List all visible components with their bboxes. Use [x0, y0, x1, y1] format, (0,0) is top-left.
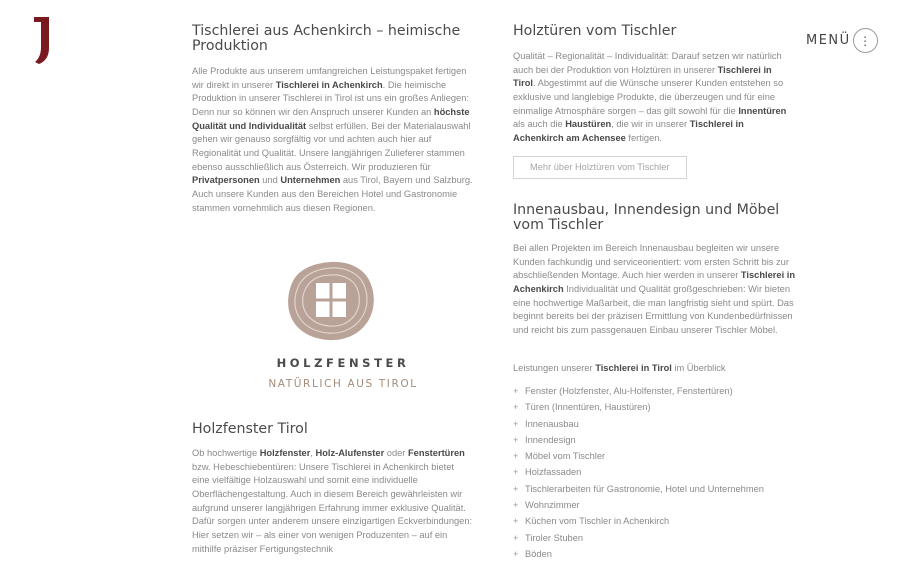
text-segment: ,: [310, 448, 316, 458]
service-item: + Möbel vom Tischler: [513, 448, 795, 464]
highlight-text: Unternehmen: [280, 175, 341, 186]
service-item: + Wohnzimmer: [513, 497, 795, 513]
text-segment: oder: [384, 448, 408, 458]
service-item: + Tischlerarbeiten für Gastronomie, Hotel und Unternehmen: [513, 481, 795, 497]
service-item: + Böden: [513, 546, 795, 562]
text-segment: und: [259, 175, 281, 186]
service-item: + Fenster (Holzfenster, Alu-Holfenster, Fenstertüren): [513, 383, 795, 399]
menu-label: MENÜ: [806, 33, 851, 48]
text-segment: aus Tirol, Bayern und Salzburg. Auch unsere Kunden aus den Bereichen Hotel und Gastronomie stammen vornehmlich aus diesen Regionen.: [192, 175, 473, 213]
text-segment: bzw. Hebeschiebentüren: Unsere Tischlerei in Achenkirch bietet eine vielfältige Holzauswahl und somit eine individuelle Oberflächengestaltung. Auch in diesem Bereich gewährleisten wir aufgrund unserer langjährigen Erfahrung immer exklusive Qualität. Dafür sorgen unter anderem unsere einzigartigen Eckverbindungen: Hier setzen wir – als einer von wenigen Produzenten – auf ein mithilfe präziser Fertigungstechnik: [192, 461, 473, 554]
text-segment: Qualität – Regionalität – Individualität: Darauf setzen wir natürlich auch bei der Produktion von Holztüren in unserer: [513, 51, 782, 75]
service-item: + Innendesign: [513, 432, 795, 448]
holztueren-more-button[interactable]: Mehr über Holztüren vom Tischler: [513, 156, 687, 179]
menu-dots-icon: ⋮: [853, 28, 878, 53]
text-segment: selbst erfüllen. Bei der Materialauswahl gehen wir genauso sorgfältig vor und achten auch hier auf Regionalität und Qualität. Unsere langjährigen Zulieferer stammen ebenso ausschließlich aus Österreich. Wir produzieren für: [192, 120, 471, 172]
section-title-holzfenster: Holzfenster Tirol: [192, 421, 308, 437]
highlight-text: Tischlerei in Tirol: [595, 363, 672, 373]
services-intro: [513, 362, 795, 376]
section-text-holzfenster: [192, 447, 474, 556]
section-text-tischlerei: [192, 65, 474, 215]
service-item: + Türen (Innentüren, Haustüren): [513, 399, 795, 415]
services-list: [513, 383, 795, 562]
highlight-text: Haustüren: [565, 119, 612, 130]
text-segment: fertigen.: [625, 132, 663, 143]
text-segment: Ob hochwertige: [192, 448, 260, 458]
text-segment: als auch die: [513, 119, 566, 130]
highlight-text: Tischlerei in Achenkirch: [275, 79, 383, 90]
service-item: + Tiroler Stuben: [513, 530, 795, 546]
service-item: + Holzfassaden: [513, 464, 795, 480]
brand-logo[interactable]: [30, 14, 54, 66]
text-segment: Alle Produkte aus unserem umfangreichen Leistungspaket fertigen wir direkt in unserer: [192, 66, 467, 90]
brand-j-logo-icon: [30, 14, 54, 66]
highlight-text: Tischlerei in Achenkirch am Achensee: [513, 119, 744, 143]
holzfenster-badge: [254, 255, 432, 395]
highlight-text: Tischlerei in Tirol: [513, 64, 772, 89]
section-title-tischlerei: Tischlerei aus Achenkirch – heimische Produktion: [192, 23, 461, 54]
highlight-text: Holz-Alufenster: [315, 448, 385, 458]
text-segment: . Abgestimmt auf die Wünsche unserer Kunden entstehen so exklusive und langlebige Produkte, die überzeugen und für eine einmalige Atmosphäre sorgen – das gilt sowohl für die: [513, 78, 784, 116]
text-segment: Bei allen Projekten im Bereich Innenausbau begleiten wir unsere Kunden fachkundig und serviceorientiert: vom ersten Schritt bis zur abschließenden Montage. Auch hier werden in unserer: [513, 243, 789, 281]
highlight-text: höchste Qualität und Individualität: [192, 106, 470, 131]
section-text-innenausbau: [513, 242, 795, 338]
highlight-text: Fenstertüren: [407, 448, 465, 458]
text-segment: im Überblick: [671, 363, 726, 373]
highlight-text: Tischlerei in Achenkirch: [513, 270, 796, 294]
highlight-text: Holzfenster: [259, 448, 311, 458]
text-segment: Leistungen unserer: [513, 363, 596, 373]
section-title-innenausbau: Innenausbau, Innendesign und Möbel vom Tischler: [513, 202, 780, 233]
menu-button[interactable]: [806, 28, 878, 53]
wood-window-icon: [286, 260, 376, 342]
highlight-text: Privatpersonen: [192, 175, 260, 186]
highlight-text: Innentüren: [738, 105, 787, 116]
section-title-holztueren: Holztüren vom Tischler: [513, 23, 677, 39]
badge-subtitle: NATÜRLICH AUS TIROL: [268, 378, 418, 390]
text-segment: Individualität und Qualität großgeschrieben: Wir bieten eine hochwertige Maßarbeit, die man langfristig sieht und spürt. Das beginnt bereits bei der präzisen Ermittlung von Kundenbedürfnissen und reicht bis zum passgenauen Einbau unserer Tischler Möbel.: [513, 283, 794, 335]
service-item: + Küchen vom Tischler in Achenkirch: [513, 513, 795, 529]
text-segment: , die wir in unserer: [611, 119, 690, 130]
service-item: + Innenausbau: [513, 416, 795, 432]
text-segment: . Die heimische Produktion in unserer Tischlerei in Tirol ist uns ein großes Anliegen: Denn nur so können wir den Anspruch unserer Kunden an: [192, 79, 469, 117]
section-text-holztueren: [513, 50, 795, 146]
badge-title: HOLZFENSTER: [276, 356, 410, 370]
